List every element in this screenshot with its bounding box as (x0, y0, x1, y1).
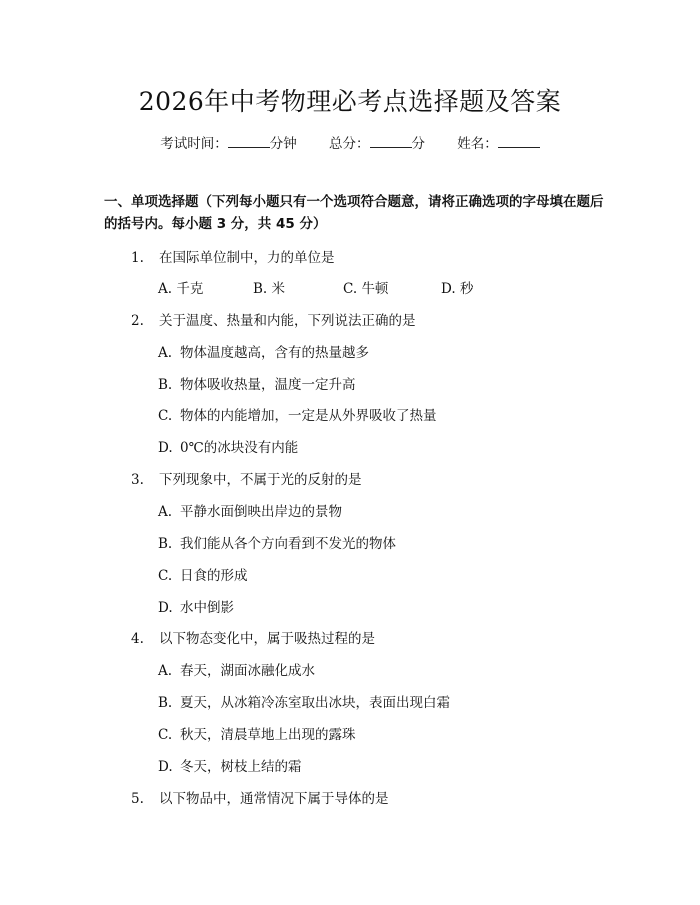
option-b (158, 691, 450, 711)
exam-info-line (0, 132, 700, 152)
question-number: 1. (131, 250, 144, 266)
option-letter: A. (158, 281, 173, 297)
question-text: 在国际单位制中，力的单位是 (159, 250, 335, 266)
section-heading: 一、单项选择题（下列每小题只有一个选项符合题意，请将正确选项的字母填在题后的括号内。每小题 3 分，共 45 分） (104, 194, 604, 232)
option-letter: B. (158, 536, 173, 552)
total-score-label: 总分： (329, 136, 370, 152)
option-letter: D. (158, 600, 173, 616)
option-b (158, 532, 396, 552)
question-3 (131, 468, 362, 488)
exam-time-unit: 分钟 (269, 136, 297, 152)
question-number: 5. (131, 791, 144, 807)
option-a (158, 341, 369, 361)
option-text: 0℃的冰块没有内能 (180, 440, 299, 456)
question-4 (131, 627, 375, 647)
option-b (158, 373, 356, 393)
option-letter: C. (158, 408, 173, 424)
option-d (158, 436, 298, 456)
option-text: 我们能从各个方向看到不发光的物体 (180, 536, 396, 552)
question-text: 下列现象中，不属于光的反射的是 (159, 472, 362, 488)
option-letter: A. (158, 345, 173, 361)
option-d (158, 596, 234, 616)
option-letter: B. (253, 281, 268, 297)
option-text: 米 (271, 281, 286, 297)
exam-time-field (160, 136, 297, 152)
option-text: 日食的形成 (180, 568, 248, 584)
option-text: 千克 (176, 281, 204, 297)
option-text: 春天，湖面冰融化成水 (180, 663, 315, 679)
option-letter: D. (441, 281, 456, 297)
option-a (158, 500, 342, 520)
student-name-label: 姓名： (457, 136, 498, 152)
option-letter: B. (158, 695, 173, 711)
page-title: 2026年中考物理必考点选择题及答案 (138, 87, 562, 116)
option-c (158, 723, 356, 743)
question-text: 以下物态变化中，属于吸热过程的是 (159, 631, 375, 647)
option-letter: B. (158, 377, 173, 393)
option-d (441, 277, 473, 297)
option-text: 冬天，树枝上结的霜 (180, 759, 302, 775)
question-text: 关于温度、热量和内能，下列说法正确的是 (159, 313, 416, 329)
option-letter: A. (158, 663, 173, 679)
question-number: 3. (131, 472, 144, 488)
option-text: 物体温度越高，含有的热量越多 (180, 345, 369, 361)
option-a (158, 659, 315, 679)
option-text: 夏天，从冰箱冷冻室取出冰块，表面出现白霜 (180, 695, 450, 711)
student-name-blank (498, 135, 540, 148)
option-letter: C. (343, 281, 358, 297)
total-score-blank (370, 135, 412, 148)
option-c (158, 404, 437, 424)
question-number: 4. (131, 631, 144, 647)
option-text: 秒 (459, 281, 474, 297)
total-score-field (329, 136, 425, 152)
option-a (158, 277, 203, 297)
option-text: 平静水面倒映出岸边的景物 (180, 504, 342, 520)
option-d (158, 755, 302, 775)
question-2 (131, 309, 416, 329)
question-1 (131, 246, 335, 266)
option-letter: D. (158, 759, 173, 775)
option-text: 牛顿 (361, 281, 389, 297)
exam-time-label: 考试时间： (160, 136, 228, 152)
option-c (343, 277, 388, 297)
option-letter: A. (158, 504, 173, 520)
option-text: 秋天，清晨草地上出现的露珠 (180, 727, 356, 743)
option-letter: C. (158, 727, 173, 743)
option-text: 物体的内能增加，一定是从外界吸收了热量 (180, 408, 437, 424)
option-letter: C. (158, 568, 173, 584)
question-5 (131, 787, 389, 807)
question-number: 2. (131, 313, 144, 329)
student-name-field (457, 136, 540, 152)
option-text: 水中倒影 (180, 600, 234, 616)
question-text: 以下物品中，通常情况下属于导体的是 (159, 791, 389, 807)
option-b (253, 277, 285, 297)
option-text: 物体吸收热量，温度一定升高 (180, 377, 356, 393)
option-c (158, 564, 248, 584)
total-score-unit: 分 (411, 136, 425, 152)
option-letter: D. (158, 440, 173, 456)
exam-time-blank (228, 135, 270, 148)
